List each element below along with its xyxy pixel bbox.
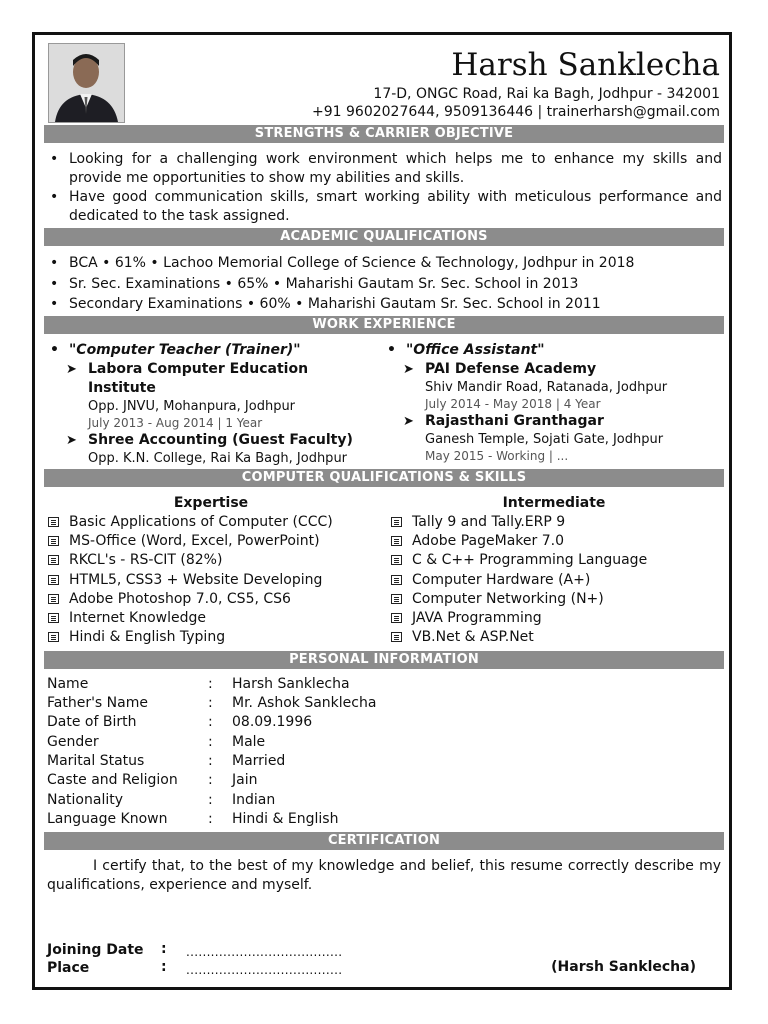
skill-item: Internet Knowledge	[46, 609, 376, 628]
work-column-assistant	[385, 340, 715, 464]
job-title: • "Office Assistant"	[385, 340, 715, 360]
section-header-work: WORK EXPERIENCE	[44, 316, 724, 334]
joining-date-blank: ......................................	[186, 945, 343, 959]
section-header-academic: ACADEMIC QUALIFICATIONS	[44, 228, 724, 246]
skill-item: Computer Networking (N+)	[389, 590, 719, 609]
skills-heading: Intermediate	[502, 495, 606, 511]
book-icon	[391, 536, 402, 546]
arrow-icon: ➤	[66, 362, 77, 377]
skill-item: C & C++ Programming Language	[389, 551, 719, 570]
skill-item: RKCL's - RS-CIT (82%)	[46, 551, 376, 570]
job-entry	[385, 412, 715, 464]
skill-item: Hindi & English Typing	[46, 628, 376, 647]
info-row: Language Known : Hindi & English	[47, 810, 339, 827]
work-column-teacher	[48, 340, 378, 483]
job-title: • "Computer Teacher (Trainer)"	[48, 340, 378, 360]
list-item: • Have good communication skills, smart working ability with meticulous performance and dedicated to the task assigned.	[48, 188, 722, 226]
book-icon	[391, 575, 402, 585]
skill-item: Adobe Photoshop 7.0, CS5, CS6	[46, 590, 376, 609]
certification-text: I certify that, to the best of my knowledge and belief, this resume correctly describe my qualifications, experience and myself.	[47, 858, 721, 893]
skill-item: HTML5, CSS3 + Website Developing	[46, 571, 376, 590]
section-header-personal: PERSONAL INFORMATION	[44, 651, 724, 669]
book-icon	[391, 632, 402, 642]
skill-item: Basic Applications of Computer (CCC)	[46, 513, 376, 532]
book-icon	[48, 555, 59, 565]
org-name: Rajasthani Granthagar	[425, 413, 604, 429]
skill-item: Tally 9 and Tally.ERP 9	[389, 513, 719, 532]
book-icon	[48, 632, 59, 642]
book-icon	[48, 594, 59, 604]
info-row: Date of Birth : 08.09.1996	[47, 714, 313, 730]
signature-name: (Harsh Sanklecha)	[551, 959, 696, 975]
list-item: • BCA • 61% • Lachoo Memorial College of Science & Technology, Jodhpur in 2018	[48, 253, 722, 274]
section-header-skills: COMPUTER QUALIFICATIONS & SKILLS	[44, 469, 724, 487]
skill-item: JAVA Programming	[389, 609, 719, 628]
book-icon	[391, 555, 402, 565]
org-name: PAI Defense Academy	[425, 361, 597, 377]
book-icon	[48, 517, 59, 527]
info-row: Marital Status : Married	[47, 752, 286, 769]
info-row: Name : Harsh Sanklecha	[47, 676, 350, 692]
org-name: Shree Accounting (Guest Faculty)	[88, 432, 353, 448]
org-address: Opp. K.N. College, Rai Ka Bagh, Jodhpur	[88, 451, 348, 466]
skill-item: Adobe PageMaker 7.0	[389, 532, 719, 551]
info-row: Father's Name : Mr. Ashok Sanklecha	[47, 695, 377, 711]
book-icon	[391, 613, 402, 623]
section-header-certification: CERTIFICATION	[44, 832, 724, 850]
book-icon	[48, 613, 59, 623]
org-name: Labora Computer Education Institute	[88, 361, 309, 396]
joining-date-label: Joining Date	[47, 942, 144, 958]
org-address: Opp. JNVU, Mohanpura, Jodhpur	[88, 399, 296, 414]
academic-list	[48, 253, 722, 315]
org-address: Ganesh Temple, Sojati Gate, Jodhpur	[425, 432, 664, 447]
skills-intermediate	[389, 494, 719, 647]
job-dates: May 2015 - Working | ...	[425, 449, 569, 463]
book-icon	[391, 594, 402, 604]
list-item: • Sr. Sec. Examinations • 65% • Maharishi Gautam Sr. Sec. School in 2013	[48, 274, 722, 295]
arrow-icon: ➤	[66, 433, 77, 448]
job-dates: July 2014 - May 2018 | 4 Year	[425, 397, 601, 411]
contact-line: +91 9602027644, 9509136446 | trainerharsh@gmail.com	[312, 104, 720, 120]
job-entry	[48, 360, 378, 431]
skill-item: Computer Hardware (A+)	[389, 571, 719, 590]
list-item: • Secondary Examinations • 60% • Maharishi Gautam Sr. Sec. School in 2011	[48, 294, 722, 315]
skills-heading: Expertise	[173, 495, 249, 511]
info-row: Gender : Male	[47, 733, 266, 750]
arrow-icon: ➤	[403, 414, 414, 429]
info-row: Caste and Religion : Jain	[47, 772, 258, 788]
joining-date-colon: :	[161, 941, 167, 957]
book-icon	[48, 536, 59, 546]
book-icon	[48, 575, 59, 585]
skills-expertise	[46, 494, 376, 647]
section-header-objective: STRENGTHS & CARRIER OBJECTIVE	[44, 125, 724, 143]
arrow-icon: ➤	[403, 362, 414, 377]
org-address: Shiv Mandir Road, Ratanada, Jodhpur	[425, 380, 668, 395]
place-blank: ......................................	[186, 963, 343, 977]
objective-list	[48, 150, 722, 226]
info-row: Nationality : Indian	[47, 791, 276, 808]
list-item: • Looking for a challenging work environment which helps me to enhance my skills and provide me opportunities to show my abilities and skills.	[48, 150, 722, 188]
job-entry	[385, 360, 715, 412]
job-dates: July 2013 - Aug 2014 | 1 Year	[88, 416, 263, 430]
book-icon	[391, 517, 402, 527]
address-line: 17-D, ONGC Road, Rai ka Bagh, Jodhpur - 342001	[373, 86, 720, 102]
place-colon: :	[161, 959, 167, 975]
skill-item: VB.Net & ASP.Net	[389, 628, 719, 647]
skill-item: MS-Office (Word, Excel, PowerPoint)	[46, 532, 376, 551]
profile-photo	[48, 43, 125, 123]
candidate-name: Harsh Sanklecha	[451, 47, 720, 83]
place-label: Place	[47, 960, 90, 976]
